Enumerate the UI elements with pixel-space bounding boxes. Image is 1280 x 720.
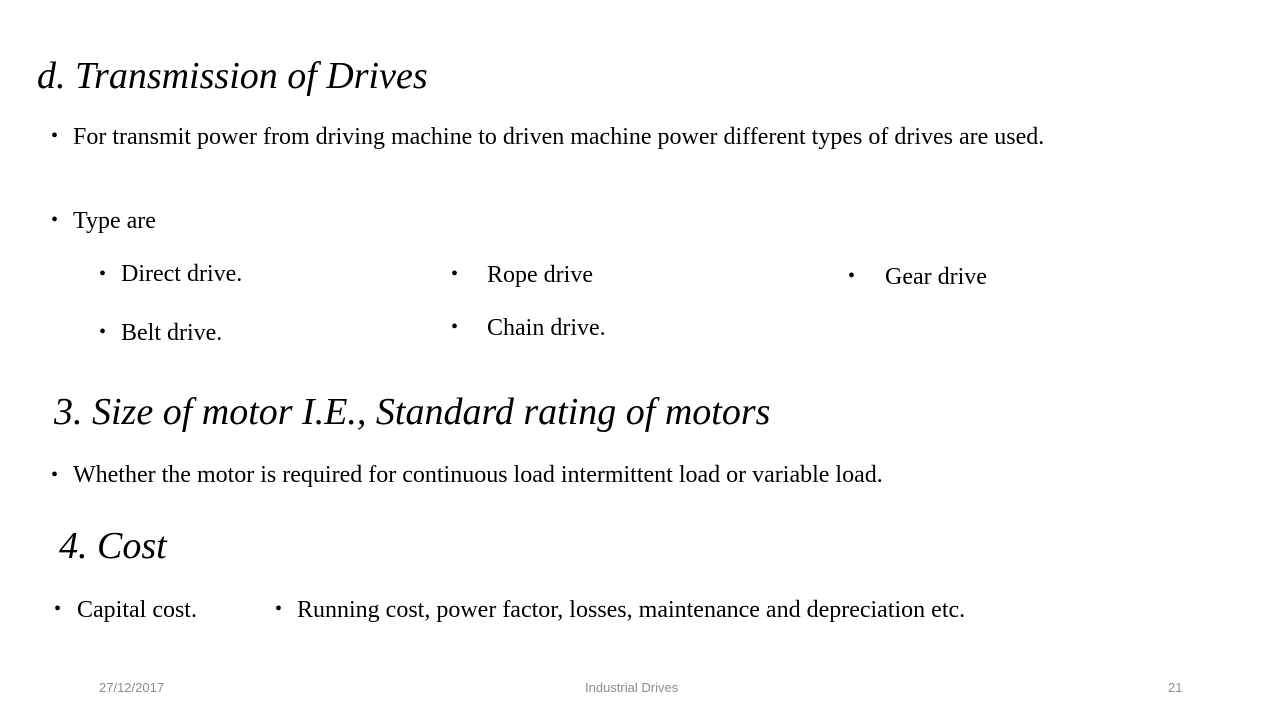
bullet-icon: • [54, 598, 62, 620]
section-4-bullet-2: Running cost, power factor, losses, maintenance and depreciation etc. [297, 597, 966, 623]
bullet-icon: • [51, 125, 59, 147]
section-d-title: d. Transmission of Drives [37, 55, 428, 97]
footer-date: 27/12/2017 [99, 680, 165, 695]
bullet-icon: • [451, 263, 459, 285]
section-d-bullet-1: For transmit power from driving machine to driven machine power different types of drives are used. [73, 124, 1045, 150]
drive-type-direct: Direct drive. [121, 261, 243, 287]
footer-title: Industrial Drives [585, 680, 679, 695]
bullet-icon: • [275, 598, 283, 620]
section-4-bullet-1: Capital cost. [77, 597, 197, 623]
bullet-icon: • [51, 464, 59, 486]
drive-type-chain: Chain drive. [487, 315, 606, 341]
section-4-title: 4. Cost [59, 525, 167, 567]
drive-type-gear: Gear drive [885, 264, 987, 290]
drive-type-belt: Belt drive. [121, 320, 223, 346]
bullet-icon: • [451, 316, 459, 338]
footer-page-number: 21 [1168, 680, 1183, 695]
section-3-title: 3. Size of motor I.E., Standard rating of motors [54, 391, 771, 433]
bullet-icon: • [99, 263, 107, 285]
bullet-icon: • [51, 209, 59, 231]
section-3-bullet-1: Whether the motor is required for continuous load intermittent load or variable load. [73, 462, 883, 488]
section-d-bullet-2: Type are [73, 208, 156, 234]
bullet-icon: • [848, 265, 856, 287]
drive-type-rope: Rope drive [487, 262, 593, 288]
bullet-icon: • [99, 321, 107, 343]
